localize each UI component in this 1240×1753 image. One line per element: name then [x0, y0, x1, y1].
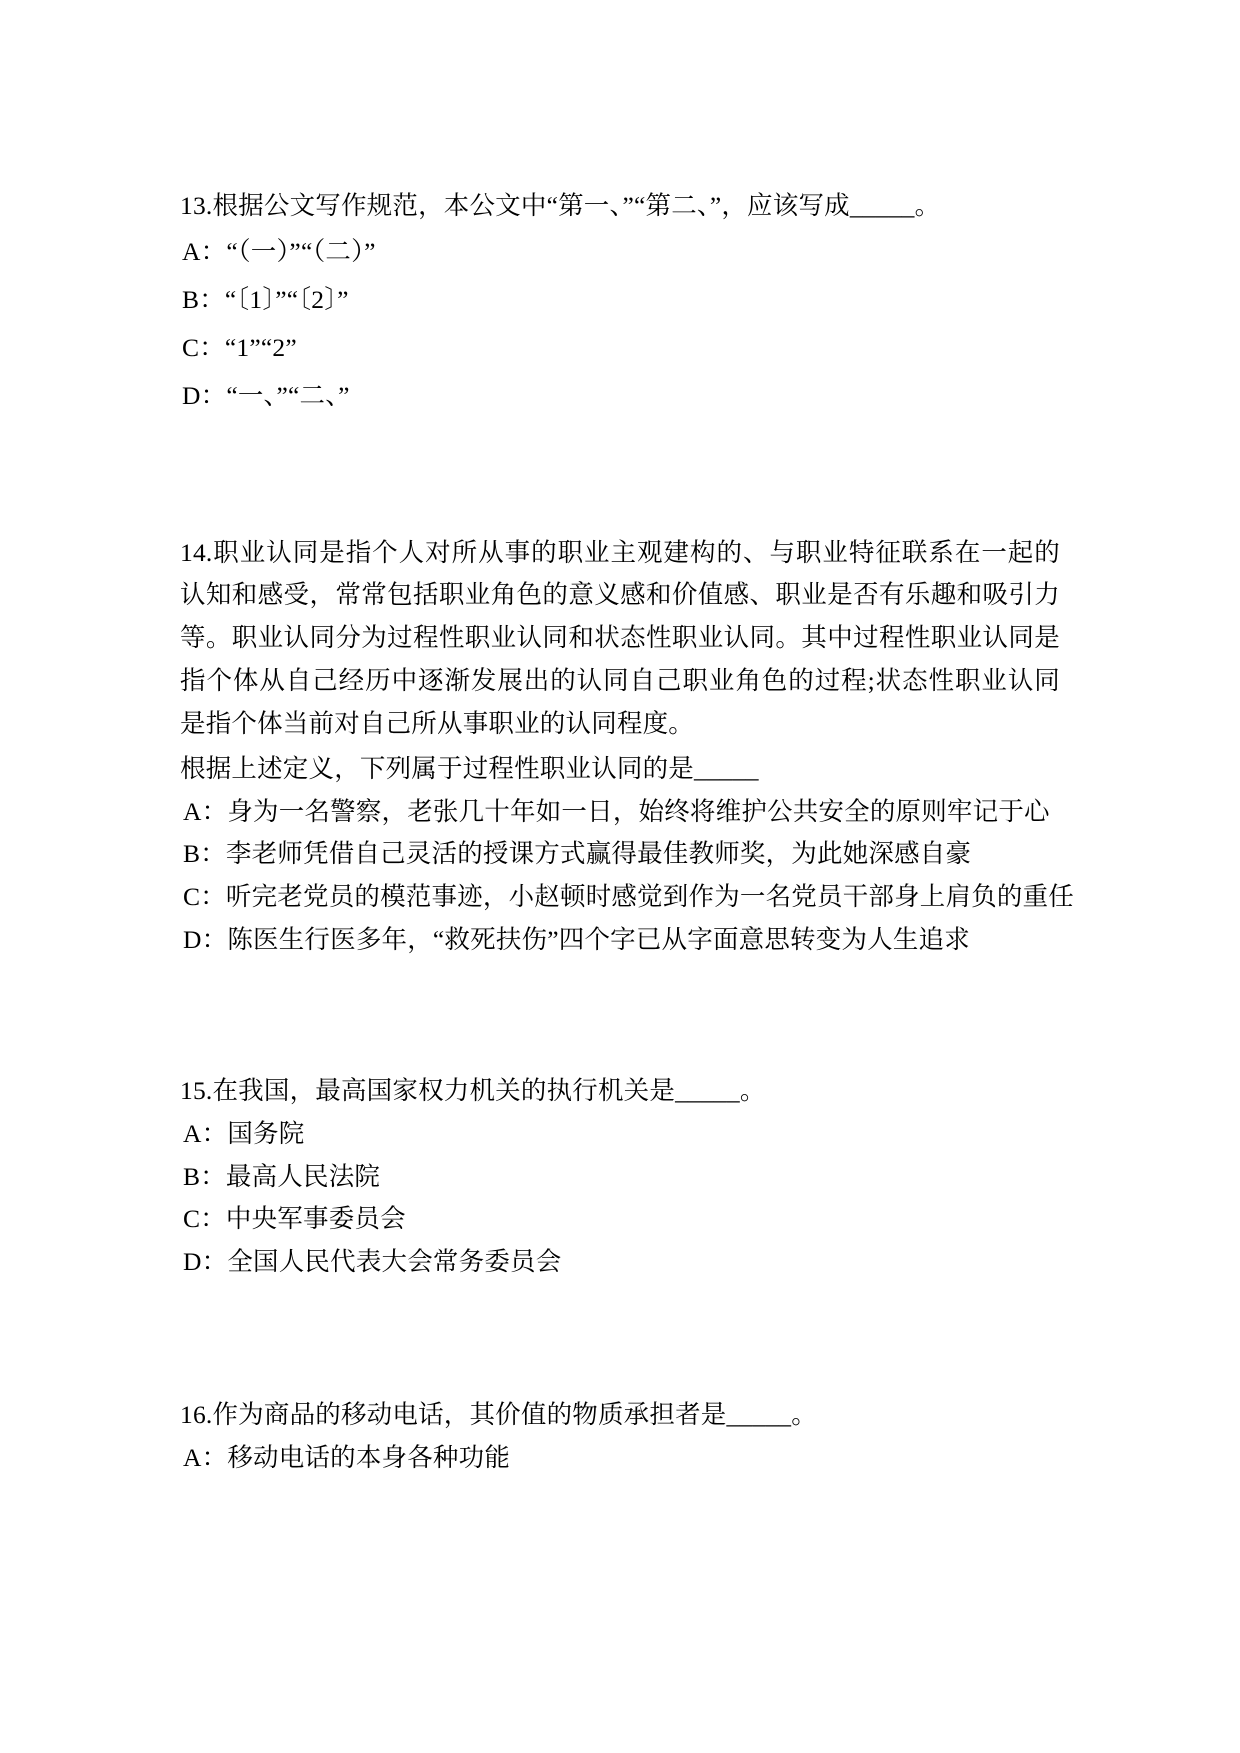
option-d: D：全国人民代表大会常务委员会	[183, 1247, 562, 1277]
question-number: 16.	[180, 1400, 213, 1429]
question-text: 作为商品的移动电话，其价值的物质承担者是_____。	[212, 1400, 817, 1429]
option-c: C：“1”“2”	[182, 332, 297, 362]
question-text: 职业认同是指个人对所从事的职业主观建构的、与职业特征联系在一起的认知和感受，常常包括职业角色的意义感和价值感、职业是否有乐趣和吸引力等。职业认同分为过程性职业认同和状态性职业认同。其中过程性职业认同是指个体从自己经历中逐渐发展出的认同自己职业角色的过程;状态性职业认同是指个体当前对自己所从事职业的认同程度。	[180, 537, 1060, 738]
question-stem	[180, 1070, 1060, 1113]
question-text: 在我国，最高国家权力机关的执行机关是_____。	[212, 1075, 766, 1105]
option-b: B：李老师凭借自己灵活的授课方式赢得最佳教师奖，为此她深感自豪	[183, 839, 972, 869]
option-a: A：国务院	[183, 1118, 305, 1148]
option-a: A：身为一名警察，老张几十年如一日，始终将维护公共安全的原则牢记于心	[183, 796, 1050, 826]
question-block-15	[180, 1070, 1060, 1284]
question-number: 15.	[180, 1075, 213, 1105]
question-block-16	[180, 1394, 1060, 1480]
question-stem	[180, 1394, 1060, 1437]
option-b: B：“〔1〕”“〔2〕”	[182, 284, 349, 314]
option-c: C：中央军事委员会	[183, 1204, 406, 1234]
question-block-13	[180, 185, 1060, 420]
question-stem	[180, 532, 1060, 746]
spacer	[180, 962, 1060, 1070]
option-d: D：“一、”“二、”	[182, 380, 350, 410]
option-c: C：听完老党员的模范事迹，小赵顿时感觉到作为一名党员干部身上肩负的重任	[183, 882, 1075, 912]
question-text: 根据公文写作规范，本公文中“第一、”“第二、”，应该写成_____。	[212, 191, 941, 220]
question-block-14	[180, 532, 1075, 962]
spacer	[180, 420, 1060, 532]
question-stem	[180, 185, 1060, 228]
option-d: D：陈医生行医多年，“救死扶伤”四个字已从字面意思转变为人生追求	[183, 925, 970, 955]
option-a: A：移动电话的本身各种功能	[183, 1442, 511, 1472]
spacer	[180, 1284, 1060, 1394]
question-number: 13.	[180, 191, 213, 220]
option-b: B：最高人民法院	[183, 1161, 381, 1191]
option-a: A：“（一）”“（二）”	[182, 236, 376, 266]
question-number: 14.	[180, 537, 213, 567]
question-substem: 根据上述定义，下列属于过程性职业认同的是_____	[180, 753, 759, 783]
